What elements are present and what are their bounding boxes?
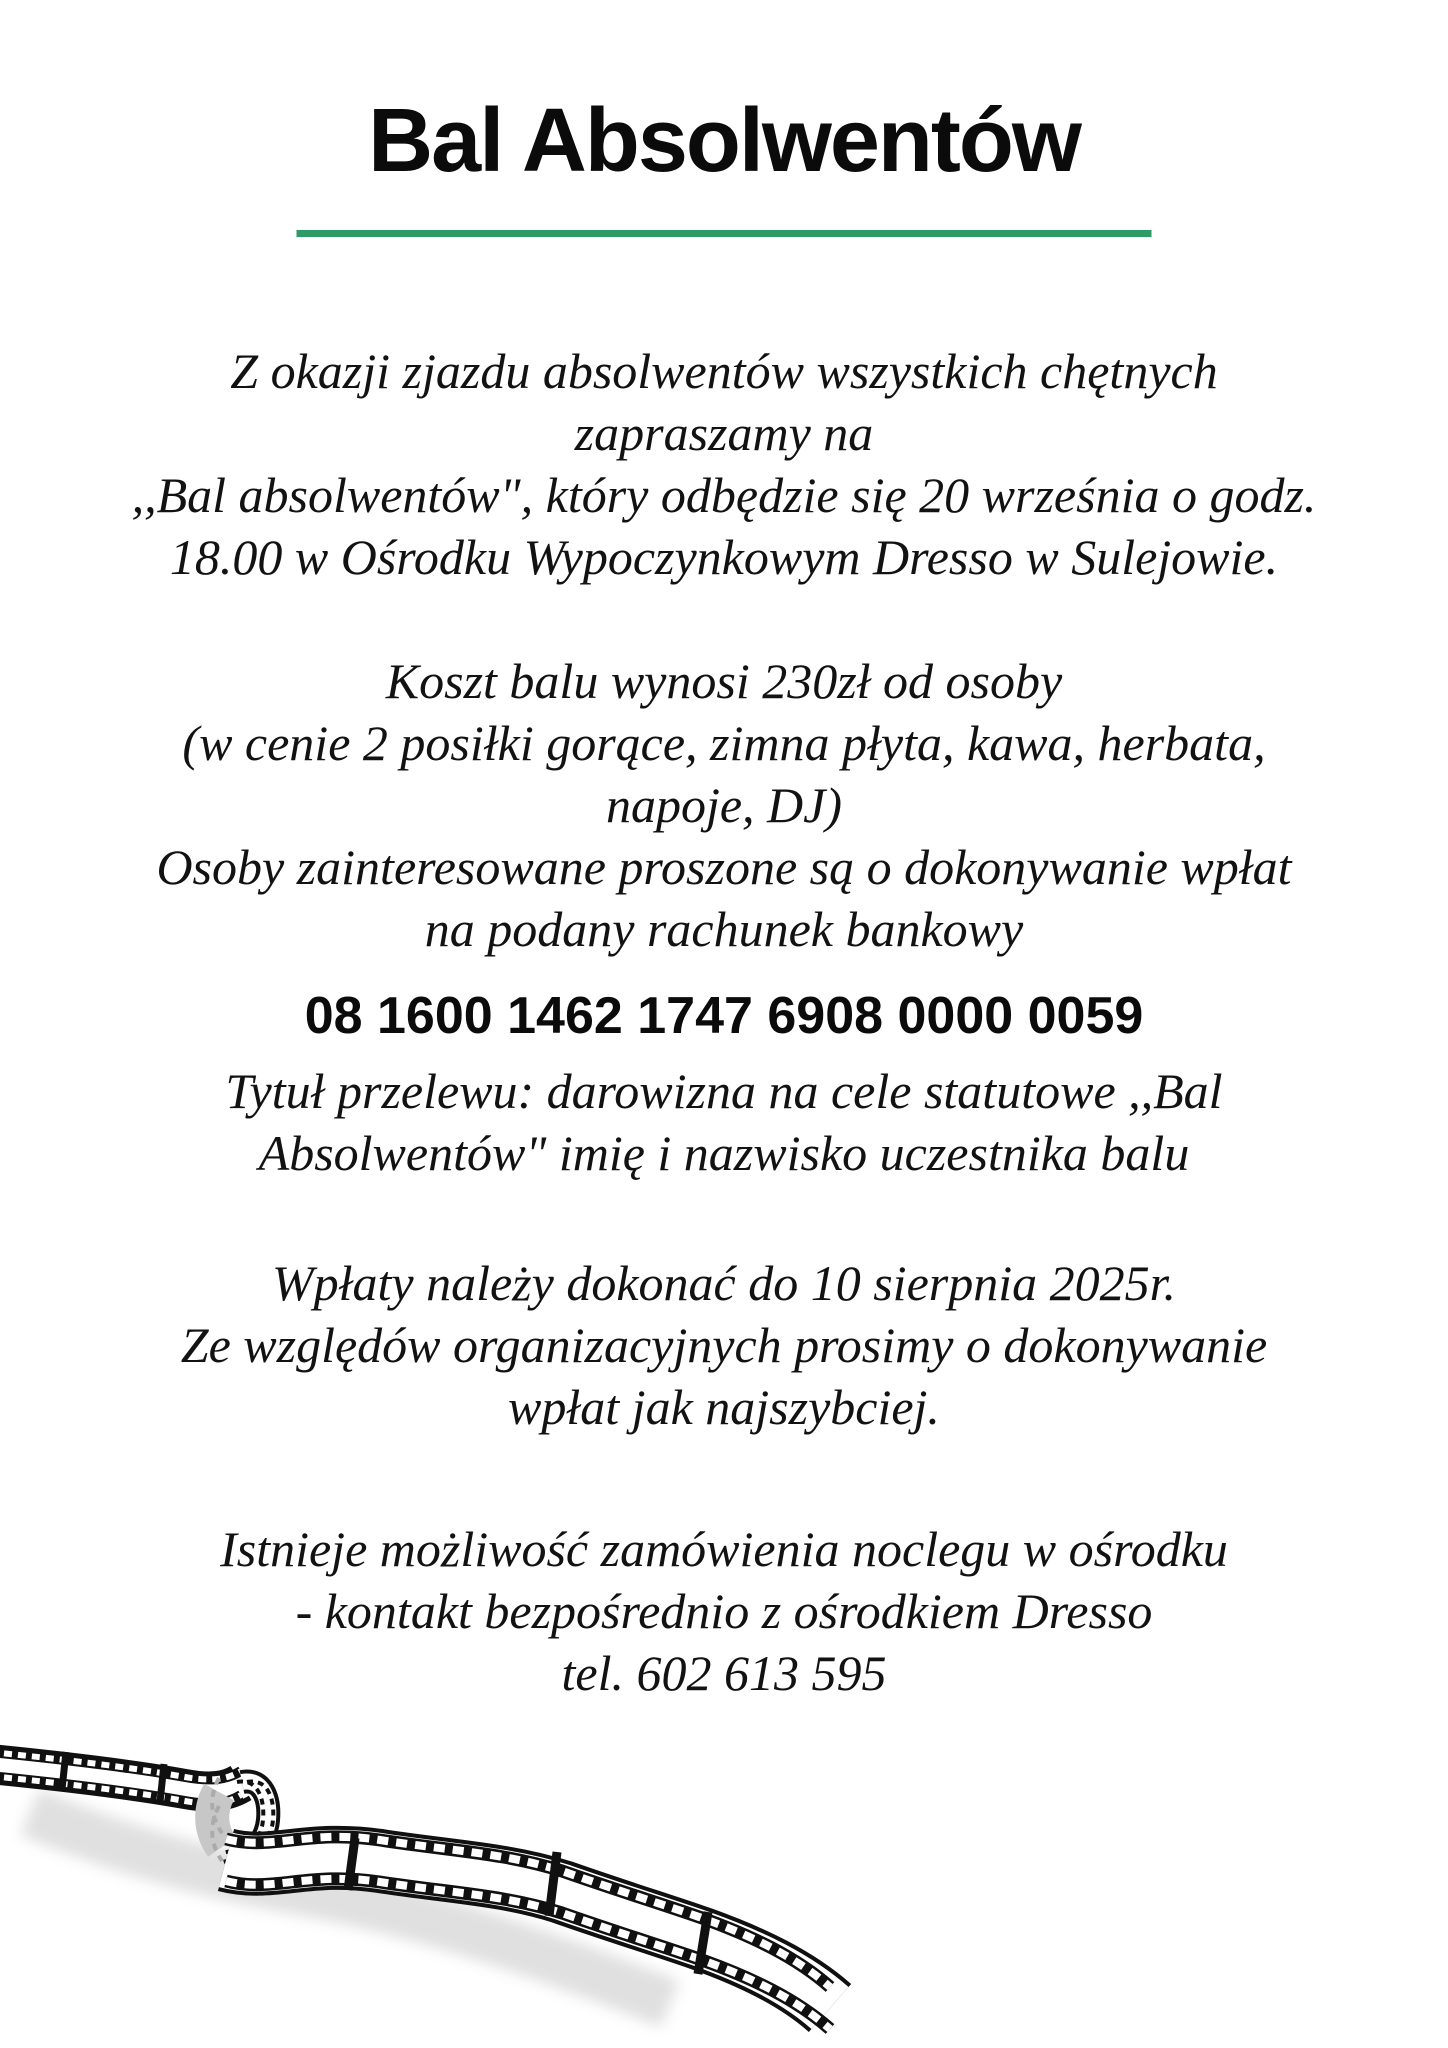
bank-account-number: 08 1600 1462 1747 6908 0000 0059 — [304, 987, 1144, 1045]
text-line: 18.00 w Ośrodku Wypoczynkowym Dresso w Sulejowie. — [169, 529, 1279, 585]
text-line: tel. 602 613 595 — [561, 1645, 887, 1701]
cost-paragraph — [40, 650, 1408, 960]
text-line: na podany rachunek bankowy — [424, 901, 1024, 957]
text-line: napoje, DJ) — [605, 777, 843, 833]
text-line: - kontakt bezpośrednio z ośrodkiem Dresso — [295, 1583, 1153, 1639]
text-line: Istnieje możliwość zamówienia noclegu w ośrodku — [220, 1521, 1228, 1577]
text-line: wpłat jak najszybciej. — [508, 1379, 940, 1435]
text-line: Wpłaty należy dokonać do 10 sierpnia 2025r. — [271, 1255, 1177, 1311]
text-line: Ze względów organizacyjnych prosimy o dokonywanie — [180, 1317, 1268, 1373]
text-line: Tytuł przelewu: darowizna na cele statutowe ,,Bal — [225, 1063, 1223, 1119]
title-underline-bar — [297, 230, 1152, 237]
text-line: zapraszamy na — [574, 405, 874, 461]
film-strip-icon — [0, 1730, 860, 2048]
text-line: Z okazji zjazdu absolwentów wszystkich chętnych — [230, 343, 1218, 399]
text-line: ,,Bal absolwentów", który odbędzie się 20 września o godz. — [131, 467, 1317, 523]
deadline-paragraph — [40, 1252, 1408, 1438]
text-line: Koszt balu wynosi 230zł od osoby — [385, 653, 1063, 709]
poster-title: Bal Absolwentów — [368, 91, 1080, 191]
text-line: Osoby zainteresowane proszone są o dokonywanie wpłat — [156, 839, 1292, 895]
text-line: Absolwentów" imię i nazwisko uczestnika balu — [258, 1125, 1190, 1181]
text-line: (w cenie 2 posiłki gorące, zimna płyta, kawa, herbata, — [182, 715, 1266, 771]
intro-paragraph — [40, 340, 1408, 588]
lodging-paragraph — [40, 1518, 1408, 1704]
transfer-title-paragraph — [40, 1060, 1408, 1184]
